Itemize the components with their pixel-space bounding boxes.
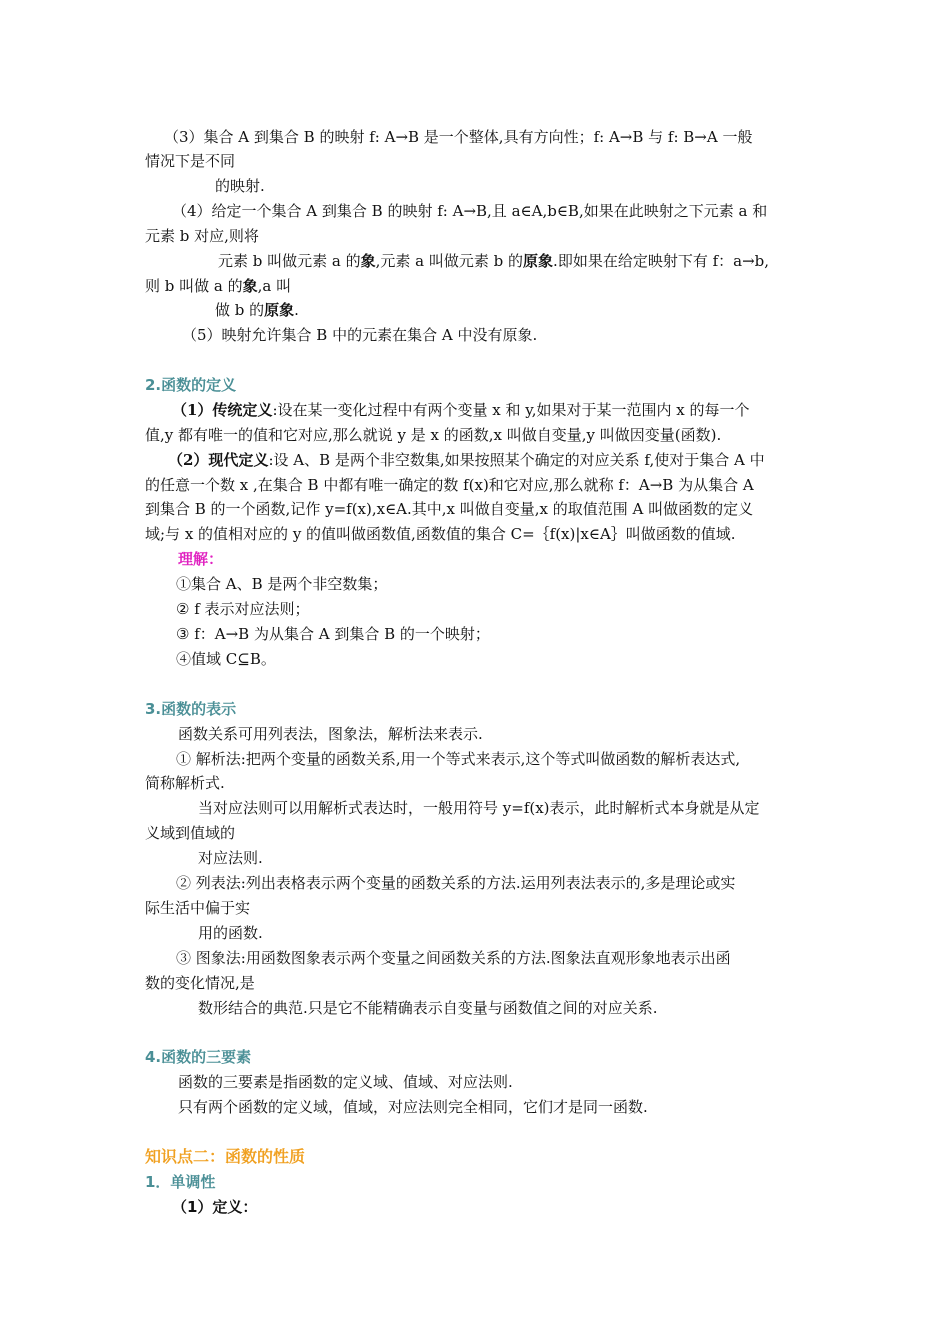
knowledge-point-2-title: 知识点二：函数的性质: [145, 1147, 306, 1166]
section-2-title: 2.函数的定义: [145, 376, 237, 394]
def-modern-line3: 到集合 B 的一个函数,记作 y=f(x),x∈A.其中,x 叫做自变量,x 的取值范围 A 叫做函数的定义: [145, 500, 754, 518]
method-graph-line3: 数形结合的典范.只是它不能精确表示自变量与函数值之间的对应关系.: [198, 999, 658, 1017]
understand-item-2: ② f 表示对应法则；: [176, 600, 310, 618]
def-modern-line4: 域;与 x 的值相对应的 y 的值叫做函数值,函数值的集合 C=｛f(x)|x∈A｝叫做函数的值域.: [145, 525, 736, 543]
method-graph-line1: ③ 图象法:用函数图象表示两个变量之间函数关系的方法.图象法直观形象地表示出函: [176, 949, 731, 967]
understand-item-3: ③ f：A→B 为从集合 A 到集合 B 的一个映射；: [176, 625, 490, 643]
def-modern-line2: 的任意一个数 x ,在集合 B 中都有唯一确定的数 f(x)和它对应,那么就称 f：A→B 为从集合 A: [145, 476, 754, 494]
para-4-line1: （4）给定一个集合 A 到集合 B 的映射 f: A→B,且 a∈A,b∈B,如果在此映射之下元素 a 和: [172, 202, 768, 220]
method-analytic-line2: 简称解析式.: [145, 774, 225, 792]
method-table-line1: ② 列表法:列出表格表示两个变量的函数关系的方法.运用列表法表示的,多是理论或实: [176, 874, 736, 892]
para-4-line2: 元素 b 对应,则将: [145, 227, 259, 245]
definition-label: （1）定义：: [172, 1198, 258, 1216]
method-analytic-line1: ① 解析法:把两个变量的函数关系,用一个等式来表示,这个等式叫做函数的解析表达式,: [176, 750, 741, 768]
term-image: 象: [360, 252, 376, 270]
def-modern-line1: （2）现代定义:设 A、B 是两个非空数集,如果按照某个确定的对应关系 f,使对于集合 A 中: [168, 451, 765, 469]
method-table-line2: 际生活中偏于实: [145, 899, 251, 917]
section-3-intro: 函数关系可用列表法，图象法，解析法来表示.: [178, 725, 483, 743]
para-3-line3: 的映射.: [215, 177, 265, 195]
section-4-title: 4.函数的三要素: [145, 1048, 252, 1066]
term-preimage: 原象: [523, 252, 554, 270]
method-graph-line2: 数的变化情况,是: [145, 974, 255, 992]
para-4-line3: 元素 b 叫做元素 a 的象,元素 a 叫做元素 b 的原象.即如果在给定映射下有 f：a→b,: [218, 252, 770, 270]
para-4-line5: 做 b 的原象.: [215, 301, 299, 319]
method-analytic-line5: 对应法则.: [198, 849, 263, 867]
method-table-line3: 用的函数.: [198, 924, 263, 942]
section-4-line2: 只有两个函数的定义域，值域，对应法则完全相同，它们才是同一函数.: [178, 1098, 648, 1116]
para-5: （5）映射允许集合 B 中的元素在集合 A 中没有原象.: [182, 326, 538, 344]
understand-item-1: ①集合 A、B 是两个非空数集；: [176, 575, 388, 593]
para-3-line2: 情况下是不同: [145, 152, 236, 170]
section-4-line1: 函数的三要素是指函数的定义域、值域、对应法则.: [178, 1073, 513, 1091]
section-3-title: 3.函数的表示: [145, 700, 237, 718]
para-3-line1: （3）集合 A 到集合 B 的映射 f: A→B 是一个整体,具有方向性；f: A→B 与 f: B→A 一般: [164, 128, 753, 146]
understand-label: 理解：: [178, 550, 224, 568]
def-traditional-line2: 值,y 都有唯一的值和它对应,那么就说 y 是 x 的函数,x 叫做自变量,y 叫做因变量(函数).: [145, 426, 722, 444]
def-traditional-line1: （1）传统定义:设在某一变化过程中有两个变量 x 和 y,如果对于某一范围内 x 的每一个: [172, 401, 750, 419]
para-4-line4: 则 b 叫做 a 的象,a 叫: [145, 277, 292, 295]
monotonicity-title: 1．单调性: [145, 1173, 216, 1191]
understand-item-4: ④值域 C⊆B。: [176, 650, 276, 668]
method-analytic-line3: 当对应法则可以用解析式表达时，一般用符号 y=f(x)表示，此时解析式本身就是从定: [198, 799, 760, 817]
method-analytic-line4: 义域到值域的: [145, 824, 236, 842]
